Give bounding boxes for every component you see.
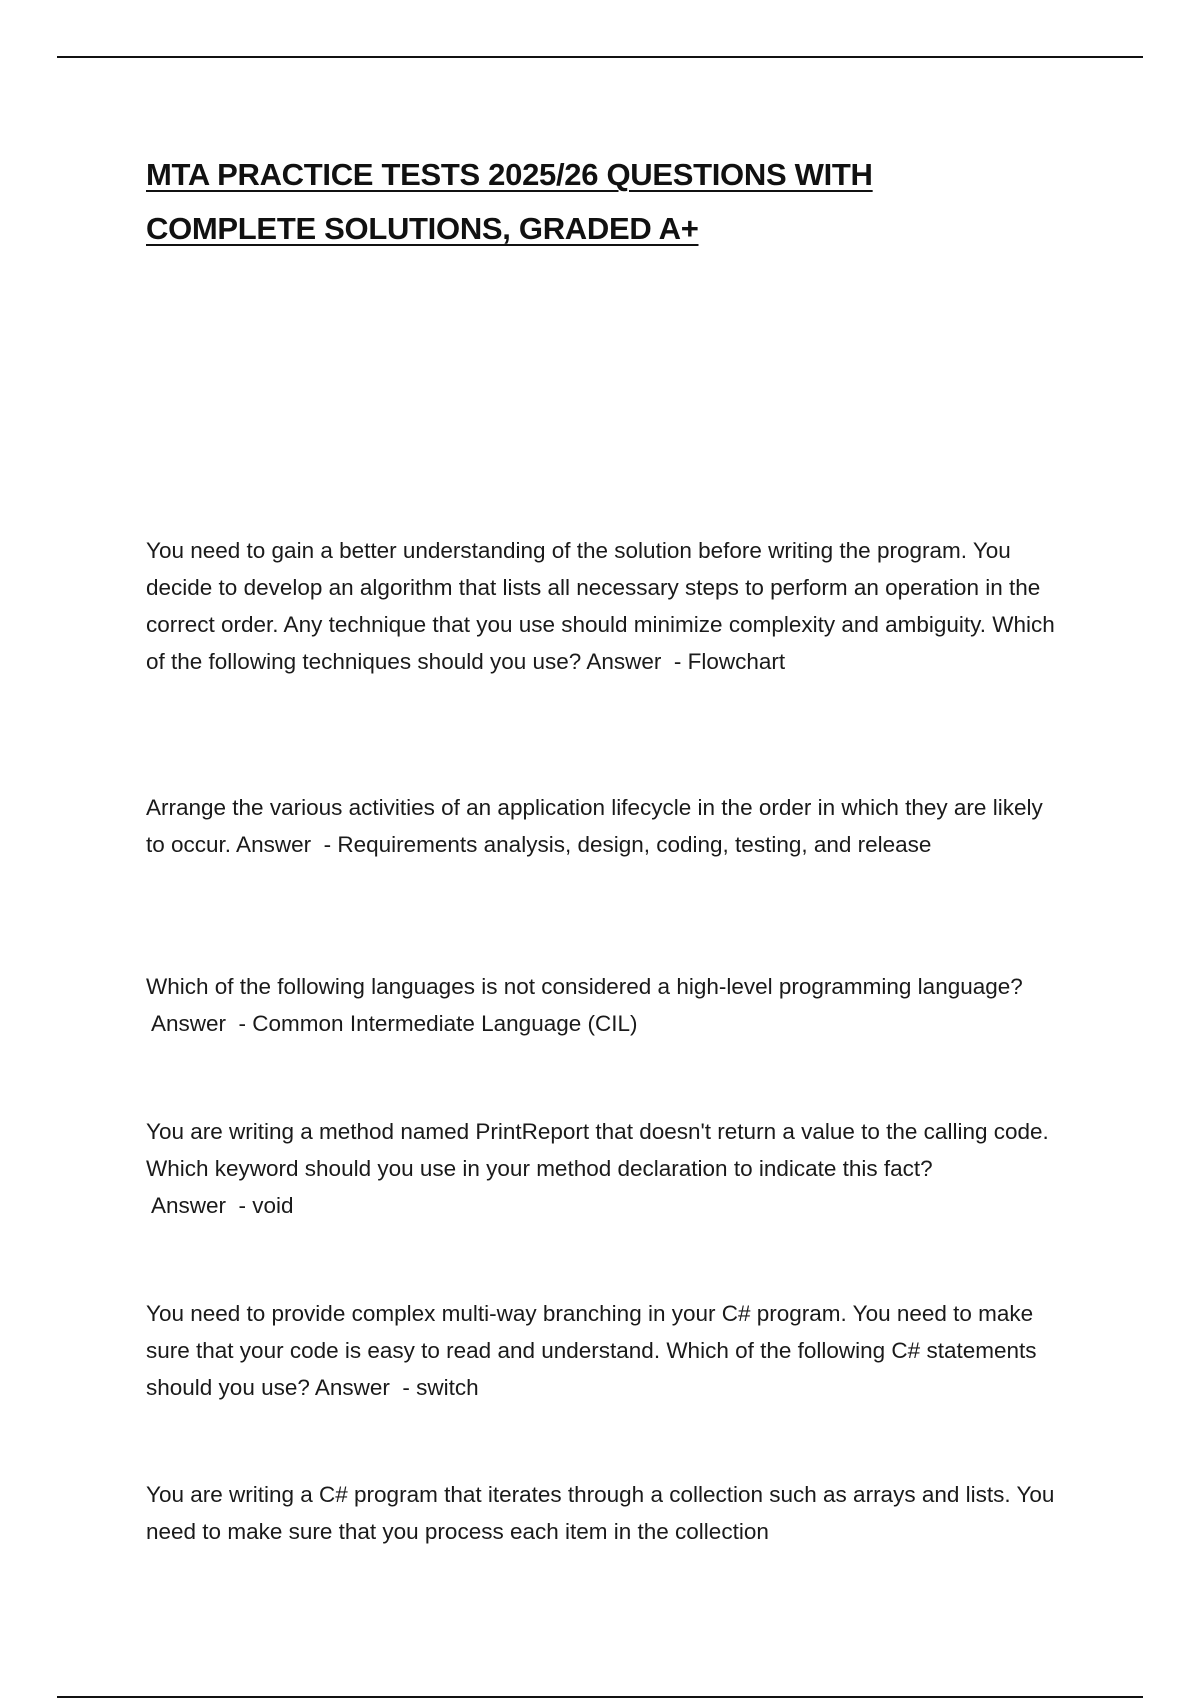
answer-label: Answer - (146, 1193, 253, 1218)
answer-text: Common Intermediate Language (CIL) (252, 1011, 638, 1036)
answer-label: Answer - (309, 1375, 417, 1400)
answer-text: switch (416, 1375, 479, 1400)
question-text: You are writing a method named PrintReport that doesn't return a value to the calling code. Which keyword should you use in your method declaration to indicate this fact? (146, 1119, 1049, 1181)
qa-item-1 (146, 532, 1066, 680)
question-text: You need to provide complex multi-way branching in your C# program. You need to make sure that your code is easy to read and understand. Which of the following C# statements should you use? (146, 1301, 1037, 1400)
qa-item-4 (146, 1113, 1066, 1224)
question-text: Which of the following languages is not considered a high-level programming language? (146, 974, 1023, 999)
answer-label: Answer - (231, 832, 338, 857)
answer-text: void (252, 1193, 294, 1218)
question-text: Arrange the various activities of an application lifecycle in the order in which they are likely to occur. (146, 795, 1043, 857)
answer-label: Answer - (581, 649, 688, 674)
question-text: You are writing a C# program that iterates through a collection such as arrays and lists. You need to make sure that you process each item in the collection (146, 1482, 1055, 1544)
answer-label: Answer - (146, 1011, 253, 1036)
answer-text: Requirements analysis, design, coding, testing, and release (337, 832, 932, 857)
qa-item-5 (146, 1295, 1066, 1406)
question-text: You need to gain a better understanding of the solution before writing the program. You decide to develop an algorithm that lists all necessary steps to perform an operation in the correct order. Any technique that you use should minimize complexity and ambiguity. Which of the following techniques should you use? (146, 538, 1055, 674)
qa-item-3 (146, 968, 1066, 1042)
qa-item-6 (146, 1476, 1066, 1550)
header-rule (57, 56, 1143, 58)
footer-rule (57, 1696, 1143, 1698)
answer-text: Flowchart (687, 649, 786, 674)
qa-item-2 (146, 789, 1066, 863)
document-title: MTA PRACTICE TESTS 2025/26 QUESTIONS WITH COMPLETE SOLUTIONS, GRADED A+ (146, 157, 873, 246)
